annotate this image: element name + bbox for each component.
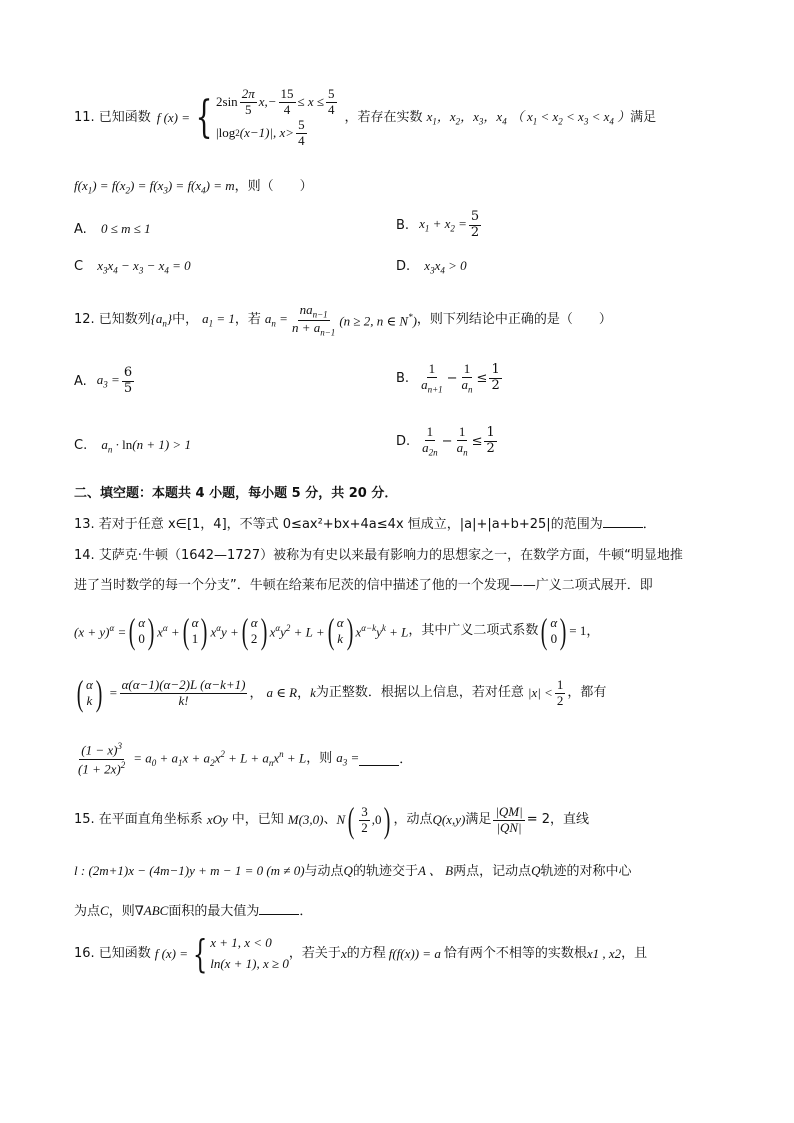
q11-line1: [74, 78, 656, 158]
q15-line1: 15. 在平面直角坐标系 xOy 中，已知 M(3,0) 、 N ( $\frac{3}{2}$ ,0 ) ，动点 Q(x,y) 满足 $\frac{|QM|}{|QN|}$ = 2，直线: [74, 800, 589, 840]
q11-cases: 2sin $\frac{2\pi}{5}$ x,− $\frac{15}{4}$ ≤ x ≤ $\frac{5}{4}$ |log 2 (x−1)|, x> $\frac{5}{4}$: [216, 86, 335, 148]
q12-option-d: D. $\frac{1}{a_{2n}}$ − $\frac{1}{a_n}$ ≤ $\frac{1}{2}$: [396, 424, 495, 458]
q15-line3e: 面积的最大值为: [168, 904, 260, 919]
q15-line1d: ，动点: [393, 812, 433, 828]
q11-lead: 已知函数: [98, 110, 151, 126]
q11-option-d-label: D.: [396, 259, 411, 274]
q14-coef-tail2: ，: [297, 685, 311, 701]
q15-line3: [74, 902, 312, 920]
q11-option-a-label: A.: [74, 222, 87, 237]
q15-line1c: 、: [323, 812, 337, 828]
q11-order-tail: 满足: [630, 110, 657, 126]
q11-tail: ，若存在实数: [344, 110, 423, 126]
q12-stem: 12. 已知数列 $\{a_n\}$ 中， $a_1 = 1$ ，若 $a_n$ = $\frac{na_{n-1}}{n + a_{n-1}}$ (n ≥ 2, n ∈ N*) ，则下列结论中正确的是（ ）: [74, 301, 612, 338]
q16-number: 16.: [74, 946, 95, 962]
q14-coef-tail4: ，都有: [567, 685, 607, 701]
q12-option-b: B. $\frac{1}{a_{n+1}}$ − $\frac{1}{a_n}$ ≤ $\frac{1}{2}$: [396, 361, 500, 395]
q14-a-in-r: a ∈ R: [266, 685, 298, 701]
q12-option-c: C. $a_n \cdot \ln(n + 1) > 1$: [74, 437, 191, 455]
q11-option-b-label: B.: [396, 217, 410, 233]
q15-point-q: Q(x,y): [432, 812, 466, 828]
q15-line2g: Q: [531, 863, 541, 878]
q15-line2d: 的轨迹交于: [352, 864, 418, 879]
q12-option-c-label: C.: [74, 438, 88, 453]
q12-option-a-label: A.: [74, 373, 87, 389]
q12-mid: 中，: [172, 312, 199, 328]
q14-answer-blank[interactable]: [359, 753, 399, 766]
q15-line3d: ∇ABC: [134, 903, 169, 918]
q11-option-d: D. $x_3x_4 > 0$: [396, 258, 467, 276]
q12-option-b-label: B.: [396, 370, 410, 386]
q16-case2: ln(x + 1), x ≥ 0: [210, 956, 289, 971]
q15-line3c: ，则: [108, 904, 135, 919]
q16-tail3: 恰有两个不相等的实数根: [443, 946, 587, 962]
q15-answer-blank[interactable]: [259, 902, 299, 915]
q15-line1b: 中，已知: [231, 812, 284, 828]
q14-k: k: [310, 685, 316, 701]
q14-last-tail: ，则: [306, 751, 333, 767]
q15-line1a: 15. 在平面直角坐标系: [74, 812, 203, 828]
q15-point-m: M(3,0): [287, 812, 324, 828]
q12-tail: ，则下列结论中正确的是（ ）: [416, 312, 612, 328]
q11-option-a: A. 0 ≤ m ≤ 1: [74, 221, 151, 237]
q14-last-line: $\frac{(1 - x)^3}{(1 + 2x)^2}$ = $a_0 + a_1x + a_2x^2 + L + a_nx^n + L$ ，则 $a_3$ = ．: [78, 741, 413, 776]
q16-brace: {: [192, 932, 208, 976]
q16-tail2: 的方程: [346, 946, 386, 962]
q16-cases: [210, 933, 289, 975]
q15-line1f: = 2，直线: [526, 812, 589, 828]
q14-expansion: $(x + y)^\alpha$ = ( α 0 ) $x^\alpha$ + ( α 1 ) $x^\alpha y$ + ( α 2 ) $x^\alpha y^2 + L$ + ( α k ) $x^{\alpha-k}y^k + L$ ，其中广义二项式系数 ( α 0 ) = 1，: [74, 611, 600, 651]
q15-line-l: l : (2m+1)x − (4m−1)y + m − 1 = 0 (m ≠ 0): [74, 863, 305, 878]
q11-option-c: C $x_3x_4 - x_3 - x_4 = 0$: [74, 258, 191, 276]
q11-option-b: B. $x_1 + x_2$ = $\frac{5}{2}$: [396, 209, 480, 240]
q15-line2f: 两点，记动点: [453, 864, 532, 879]
q12-number: 12.: [74, 312, 95, 328]
q12-option-d-label: D.: [396, 433, 411, 449]
q12-lead: 已知数列: [98, 312, 151, 328]
q14-coef-tail3: 为正整数．根据以上信息，若对任意: [315, 685, 524, 701]
q16-tail4: ，且: [621, 946, 648, 962]
q13-answer-blank[interactable]: [603, 515, 643, 528]
q16-tail-x: x: [340, 946, 347, 962]
q11-option-c-label: C: [74, 259, 84, 274]
q11-vars: $x_1$，$x_2$，$x_3$，$x_4$: [426, 108, 507, 127]
q14-end: ．: [399, 751, 413, 767]
q15-line2h: 轨迹的对称中心: [540, 864, 632, 879]
q14-line2: 进了当时数学的每一个分支”．牛顿在给莱布尼茨的信中描述了他的一个发现——广义二项式展开．即: [74, 578, 653, 593]
q15-line3b: C: [100, 903, 109, 918]
q11-order: （ $x_1 < x_2 < x_3 < x_4$ ）: [510, 108, 631, 127]
q16-stem: 16. 已知函数 f (x) = { x + 1, x < 0 ln(x + 1), x ≥ 0 ，若关于 x 的方程 f(f(x)) = a 恰有两个不相等的实数根 x1 , x2 ，且: [74, 932, 648, 976]
q14-expansion-tail: ，其中广义二项式系数: [408, 623, 539, 639]
q16-eq: f(f(x)) = a: [388, 946, 441, 962]
q11-fx: f (x) =: [156, 110, 191, 126]
q12-cond: ，若: [234, 312, 261, 328]
q15-line2: [74, 863, 632, 880]
q12-option-a: A. $a_3$ = $\frac{6}{5}$: [74, 365, 133, 396]
q15-line2c: Q: [343, 863, 353, 878]
q14-coefficient: ( α k ) = $\frac{\alpha(\alpha-1)(\alpha-2)L (\alpha-k+1)}{k!}$ ， a ∈ R ， k 为正整数．根据以上信息，若对任意 |x| < $\frac{1}{2}$ ，都有: [76, 673, 607, 713]
q14-coef-tail1: ，: [249, 685, 263, 701]
q11-brace: {: [195, 92, 213, 143]
q15-line3a: 为点: [74, 904, 101, 919]
q14-equals-one: = 1，: [569, 623, 600, 639]
q15-line2e: A 、 B: [417, 863, 454, 878]
q11-number: 11.: [74, 110, 95, 126]
q13: [74, 515, 656, 533]
q16-case1: x + 1, x < 0: [210, 935, 272, 951]
q14-line1: 14. 艾萨克·牛顿（1642—1727）被称为有史以来最有影响力的思想家之一，在数学方面，牛顿“明显地推: [74, 548, 683, 563]
q15-xoy: xOy: [206, 812, 228, 828]
q13-end: ．: [642, 517, 656, 532]
q15-end: ．: [299, 904, 313, 919]
q15-line1e: 满足: [465, 812, 492, 828]
q15-line2b: 与动点: [304, 864, 344, 879]
q11-condition: $f(x_1) = f(x_2) = f(x_3) = f(x_4) = m$，则（ ）: [74, 178, 313, 196]
q13-text: 13. 若对于任意 x∈[1，4]，不等式 0≤ax²+bx+4a≤4x 恒成立，|a|+|a+b+25|的范围为: [74, 517, 603, 532]
q16-tail1: ，若关于: [288, 946, 341, 962]
q11-condition-tail: ，则（ ）: [234, 179, 313, 194]
q16-lead: 已知函数: [98, 946, 151, 962]
q16-roots: x1 , x2: [586, 946, 622, 962]
section2-title: 二、填空题：本题共 4 小题，每小题 5 分，共 20 分．: [74, 486, 398, 501]
